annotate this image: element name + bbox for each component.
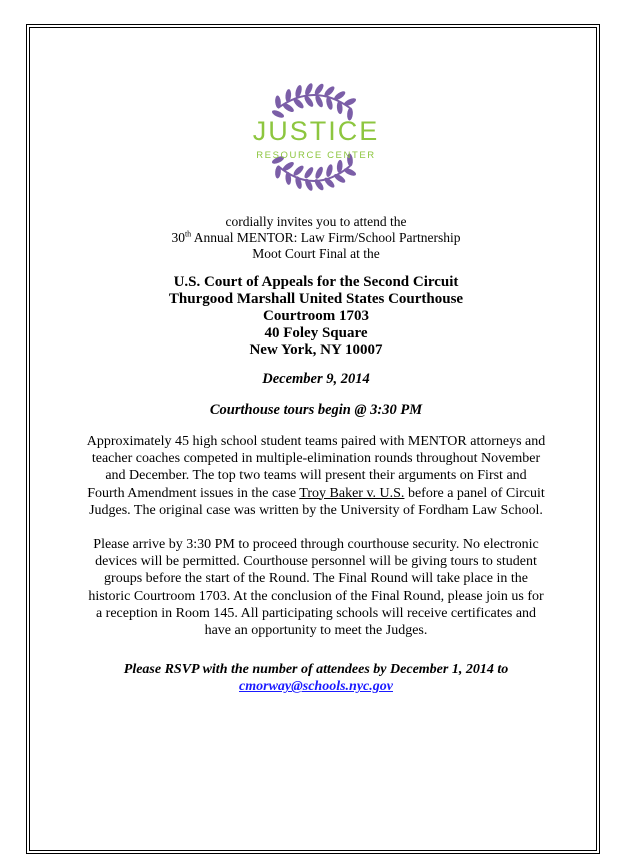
logo-subtitle: RESOURCE CENTER	[256, 150, 376, 161]
rsvp-text: Please RSVP with the number of attendees by December 1, 2014 to	[123, 662, 509, 678]
description-paragraph: Approximately 45 high school student teams paired with MENTOR attorneys and teacher coaches competed in multiple-elimination rounds throughout November and December. The top two teams will present their arguments on First and Fourth Amendment issues in the case Troy Baker v. U.S. before a panel of Circuit Judges. The original case was written by the University of Fordham Law School.	[86, 434, 546, 518]
laurel-leaf	[303, 166, 315, 180]
laurel-leaf	[343, 167, 357, 178]
justice-resource-center-logo	[0, 0, 632, 210]
venue-city: New York, NY 10007	[249, 342, 383, 358]
rsvp	[0, 661, 632, 695]
laurel-leaf	[292, 164, 305, 177]
venue-address	[0, 274, 632, 359]
event-date: December 9, 2014	[262, 371, 370, 387]
venue-court: U.S. Court of Appeals for the Second Circuit	[173, 274, 459, 290]
laurel-leaf	[314, 166, 325, 180]
venue-street: 40 Foley Square	[264, 325, 368, 341]
intro-line-2: 30th Annual MENTOR: Law Firm/School Partnership	[171, 229, 461, 245]
tours-time: Courthouse tours begin @ 3:30 PM	[209, 402, 423, 418]
intro-line-1: cordially invites you to attend the	[225, 214, 407, 229]
laurel-leaf	[325, 164, 334, 178]
laurel-icon	[0, 0, 632, 210]
laurel-top-icon	[271, 82, 357, 121]
venue-building: Thurgood Marshall United States Courthouse	[168, 291, 464, 307]
rsvp-email-link[interactable]: cmorway@schools.nyc.gov	[239, 679, 393, 695]
case-name: Troy Baker v. U.S.	[299, 485, 405, 501]
logo-title: JUSTICE	[252, 116, 380, 146]
intro	[0, 214, 632, 262]
invitation-body	[0, 214, 632, 695]
venue-room: Courtroom 1703	[263, 308, 369, 324]
intro-line-3: Moot Court Final at the	[252, 246, 380, 261]
instructions-paragraph: Please arrive by 3:30 PM to proceed through courthouse security. No electronic devices will be permitted. Courthouse personnel will be giving tours to student groups before the start of the Round. The Final Round will take place in the historic Courtroom 1703. At the conclusion of the Final Round, please join us for a reception in Room 145. All participating schools will receive certificates and have an opportunity to meet the Judges.	[88, 537, 544, 639]
